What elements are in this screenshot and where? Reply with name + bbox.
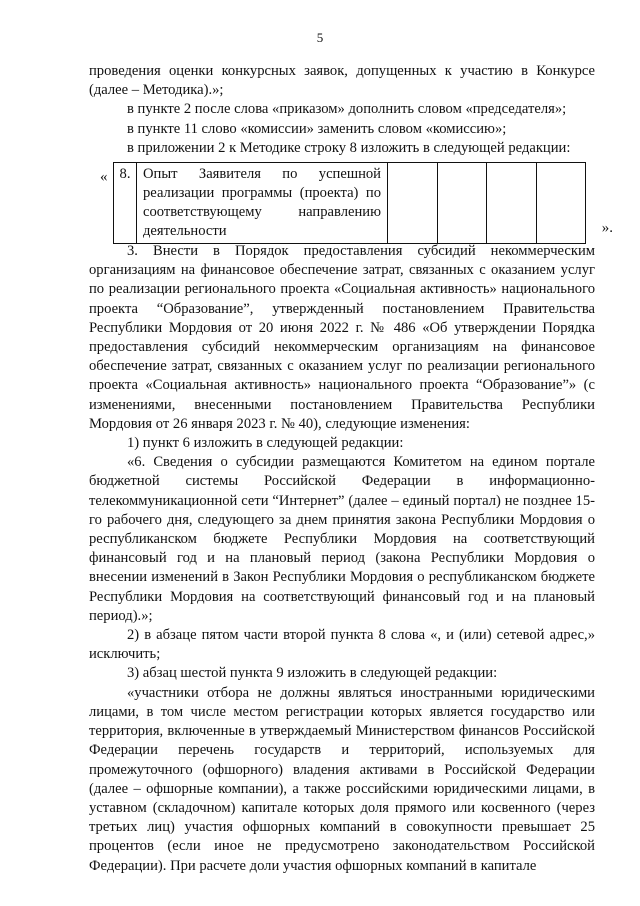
row-number: 8.: [114, 163, 137, 244]
empty-cell: [388, 163, 438, 244]
amendment-table-block: [89, 162, 613, 240]
paragraph-item-3: 3) абзац шестой пункта 9 изложить в следующей редакции:: [127, 665, 498, 682]
paragraph-amendment-item: в приложении 2 к Методике строку 8 изложить в следующей редакции:: [127, 139, 571, 156]
amendment-table: [113, 162, 586, 244]
close-quote: ».: [601, 219, 613, 236]
paragraph-continuation: проведения оценки конкурсных заявок, допущенных к участию в Конкурсе (далее – Методика).»;: [89, 63, 595, 99]
paragraph-point-6: «6. Сведения о субсидии размещаются Комитетом на едином портале бюджетной системы Российской Федерации в информационно-телекоммуникационной сети “Интернет” (далее – единый портал) не позднее 15-го рабочего дня, следующего за днем принятия закона Республики Мордовия о республиканском бюджете Республики Мордовия на соответствующий финансовый год и на плановый период (закона Республики Мордовия о внесении изменений в Закон Республики Мордовия о республиканском бюджете Республики Мордовия на соответствующий финансовый год и на плановый период).»;: [89, 454, 595, 624]
paragraph-section-3: 3. Внести в Порядок предоставления субсидий некоммерческим организациям на финансовое обеспечение затрат, связанных с оказанием услуг по реализации регионального проекта «Социальная активность» национального проекта “Образование”, утвержденный постановлением Правительства Республики Мордовия от 20 июня 2022 г. № 486 «Об утверждении Порядка предоставления субсидий некоммерческим организациям на финансовое обеспечение затрат, связанных с оказанием услуг по реализации регионального проекта «Социальная активность» национального проекта “Образование”» (с изменениями, внесенными постановлением Правительства Республики Мордовия от 26 января 2023 г. № 40), следующие изменения:: [89, 243, 595, 432]
empty-cell: [437, 163, 487, 244]
paragraph-offshore: «участники отбора не должны являться иностранными юридическими лицами, в том числе местом регистрации которых является государство или территория, включенные в утверждаемый Министерством финансов Российской Федерации перечень государств и территорий, используемых для промежуточного (офшорного) владения активами в Российской Федерации (далее – офшорные компании), а также российскими юридическими лицами, в уставном (складочном) капитале которых доля прямого или косвенного (через третьих лиц) участия офшорных компаний в совокупности превышает 25 процентов (если иное не предусмотрено законодательством Российской Федерации). При расчете доли участия офшорных компаний в капитале: [89, 684, 595, 874]
page-number: 5: [316, 30, 324, 45]
paragraph-amendment-item: в пункте 2 после слова «приказом» дополнить словом «председателя»;: [127, 101, 567, 118]
empty-cell: [536, 163, 586, 244]
open-quote: «: [100, 169, 108, 186]
document-body: [89, 62, 613, 876]
paragraph-item-2: 2) в абзаце пятом части второй пункта 8 слова «, и (или) сетевой адрес,» исключить;: [89, 627, 595, 663]
empty-cell: [487, 163, 537, 244]
row-text: Опыт Заявителя по успешной реализации программы (проекта) по соответствующему направлению деятельности: [137, 163, 388, 244]
paragraph-item-1: 1) пункт 6 изложить в следующей редакции:: [127, 435, 404, 452]
table-row: [114, 163, 586, 244]
paragraph-amendment-item: в пункте 11 слово «комиссии» заменить словом «комиссию»;: [127, 120, 507, 137]
